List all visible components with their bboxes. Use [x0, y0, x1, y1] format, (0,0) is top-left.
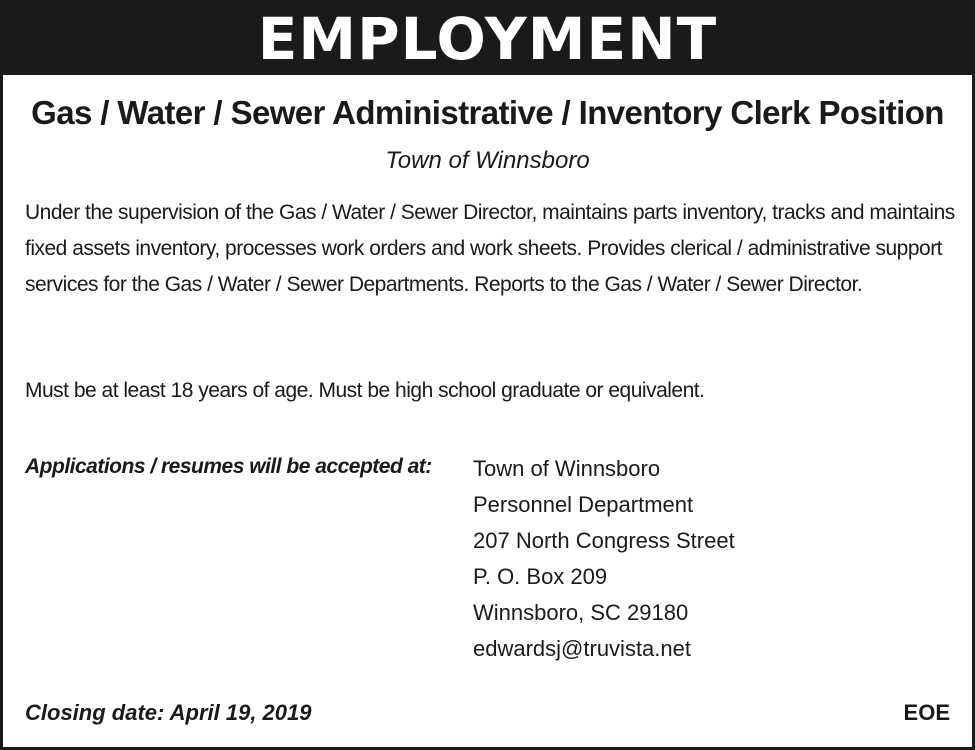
closing-date: Closing date: April 19, 2019	[25, 700, 312, 725]
address-line-po-box: P. O. Box 209	[473, 564, 608, 589]
address-line-organization: Town of Winnsboro	[473, 456, 661, 481]
position-title: Gas / Water / Sewer Administrative / Inventory Clerk Position	[31, 94, 944, 131]
job-description: Under the supervision of the Gas / Water / Sewer Director, maintains parts inventory, tracks and maintains fixed assets inventory, processes work orders and work sheets. Provides clerical / administrative support services for the Gas / Water / Sewer Departments. Reports to the Gas / Water / Sewer Director.	[25, 201, 955, 296]
eoe-label: EOE	[903, 700, 950, 725]
banner-heading: EMPLOYMENT	[3, 3, 972, 75]
applications-label: Applications / resumes will be accepted at:	[25, 455, 432, 478]
mailing-address	[473, 451, 735, 667]
address-line-city: Winnsboro, SC 29180	[473, 600, 689, 625]
address-line-email[interactable]: edwardsj@truvista.net	[473, 636, 691, 661]
employer-name: Town of Winnsboro	[385, 147, 590, 174]
address-line-street: 207 North Congress Street	[473, 528, 735, 553]
job-requirements: Must be at least 18 years of age. Must be high school graduate or equivalent.	[25, 379, 705, 402]
address-line-department: Personnel Department	[473, 492, 694, 517]
